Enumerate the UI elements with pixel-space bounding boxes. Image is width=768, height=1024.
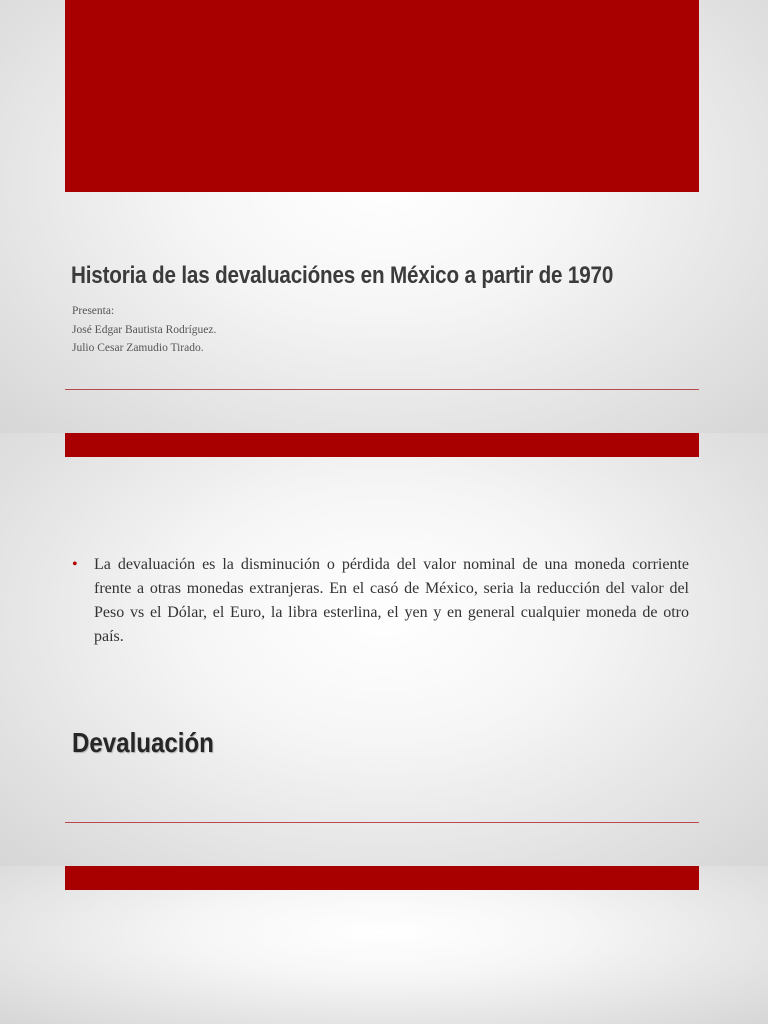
divider-line bbox=[65, 389, 699, 390]
slide-title bbox=[0, 0, 768, 433]
title-red-banner bbox=[65, 0, 699, 192]
presentation-title: Historia de las devaluaciónes en México a partir de 1970 bbox=[71, 262, 614, 289]
bullet-item bbox=[72, 553, 689, 649]
slide-next bbox=[0, 866, 768, 1024]
presenter-name: Julio Cesar Zamudio Tirado. bbox=[72, 342, 204, 354]
presenter-name: José Edgar Bautista Rodríguez. bbox=[72, 323, 217, 336]
divider-line bbox=[65, 822, 699, 823]
presenters-label: Presenta: bbox=[72, 305, 115, 317]
top-red-bar bbox=[65, 433, 699, 457]
slide-devaluacion bbox=[0, 433, 768, 866]
top-red-bar bbox=[65, 866, 699, 890]
section-heading: Devaluación bbox=[72, 727, 214, 758]
bullet-icon: • bbox=[72, 556, 78, 573]
presenters-block bbox=[72, 302, 216, 358]
bullet-list bbox=[72, 553, 689, 649]
bullet-text: La devaluación es la disminución o pérdida del valor nominal de una moneda corriente frente a otras monedas extranjeras. En el casó de México, seria la reducción del valor del Peso vs el Dólar, el Euro, la libra esterlina, el yen y en general cualquier moneda de otro país. bbox=[94, 556, 689, 645]
